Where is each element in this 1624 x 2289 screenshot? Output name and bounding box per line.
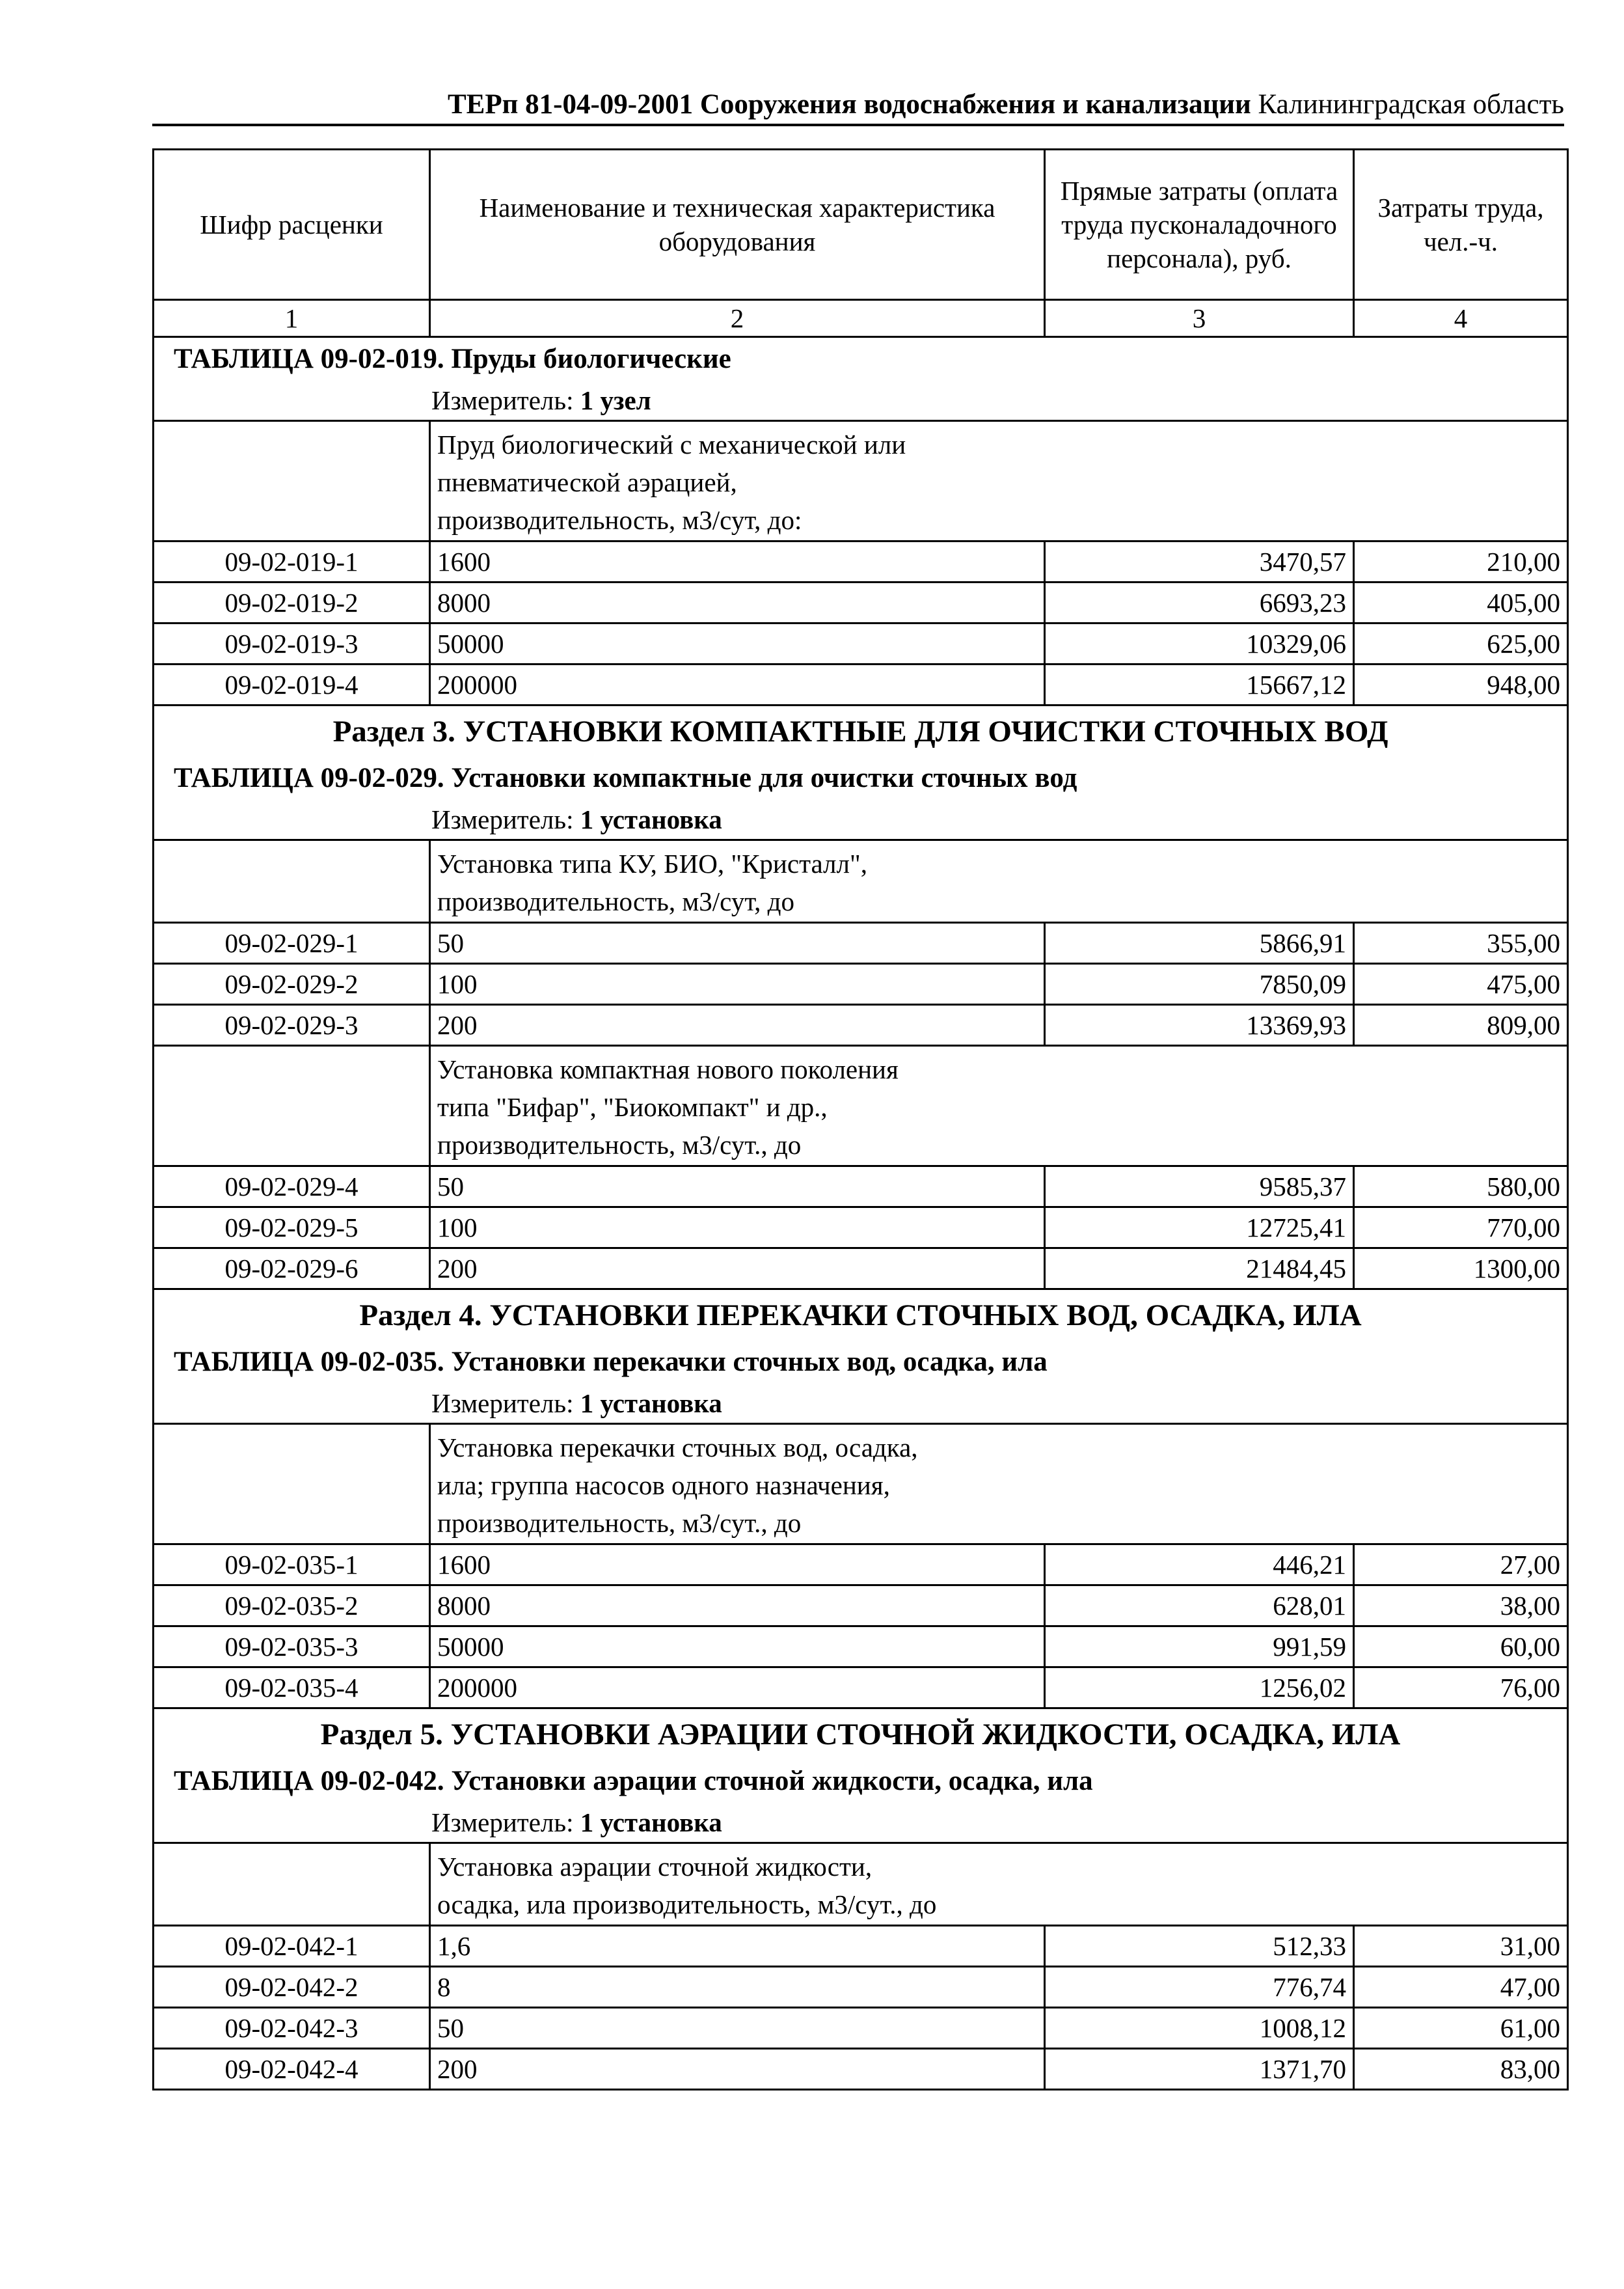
- capacity: 50: [430, 2008, 1045, 2049]
- item-description: [430, 1046, 1568, 1166]
- labor-cost: 47,00: [1354, 1967, 1568, 2008]
- column-number-row: [154, 300, 1568, 337]
- labor-cost: 355,00: [1354, 923, 1568, 964]
- meter-value: 1 установка: [580, 1388, 722, 1418]
- table-row: [154, 1926, 1568, 1967]
- capacity: 200: [430, 1005, 1045, 1046]
- description-line: производительность, м3/сут., до: [437, 1508, 802, 1538]
- meter-value: 1 узел: [580, 385, 651, 415]
- rate-code: 09-02-042-1: [154, 1926, 430, 1967]
- capacity: 100: [430, 1207, 1045, 1248]
- table-row: [154, 2049, 1568, 2090]
- meter-label: Измеритель:: [431, 1807, 574, 1837]
- item-description: [430, 421, 1568, 541]
- direct-cost: 12725,41: [1045, 1207, 1354, 1248]
- table-row: [154, 2008, 1568, 2049]
- description-line: Установка типа КУ, БИО, "Кристалл",: [437, 849, 867, 879]
- empty-cell: [154, 421, 430, 541]
- meter-row: [154, 1384, 1568, 1424]
- capacity: 200: [430, 1248, 1045, 1289]
- direct-cost: 7850,09: [1045, 964, 1354, 1005]
- meter-label: Измеритель:: [431, 385, 574, 415]
- capacity: 100: [430, 964, 1045, 1005]
- column-number: 3: [1045, 300, 1354, 337]
- labor-cost: 61,00: [1354, 2008, 1568, 2049]
- column-header-direct-costs: Прямые затраты (оплата труда пусконаладочного персонала), руб.: [1045, 150, 1354, 300]
- table-row: [154, 1967, 1568, 2008]
- description-row: [154, 1843, 1568, 1926]
- direct-cost: 776,74: [1045, 1967, 1354, 2008]
- empty-cell: [154, 1046, 430, 1166]
- meter: [154, 381, 1568, 421]
- direct-cost: 21484,45: [1045, 1248, 1354, 1289]
- table-row: [154, 624, 1568, 665]
- header-region: Калининградская область: [1258, 89, 1564, 120]
- labor-cost: 475,00: [1354, 964, 1568, 1005]
- table-title-row: [154, 1341, 1568, 1384]
- table-row: [154, 1207, 1568, 1248]
- section-heading-row: [154, 706, 1568, 758]
- table-title-row: [154, 757, 1568, 800]
- rate-code: 09-02-042-2: [154, 1967, 430, 2008]
- column-header-labor: Затраты труда, чел.-ч.: [1354, 150, 1568, 300]
- description-line: Установка перекачки сточных вод, осадка,: [437, 1432, 918, 1462]
- rate-code: 09-02-019-1: [154, 541, 430, 583]
- labor-cost: 809,00: [1354, 1005, 1568, 1046]
- labor-cost: 770,00: [1354, 1207, 1568, 1248]
- table-row: [154, 1005, 1568, 1046]
- direct-cost: 15667,12: [1045, 665, 1354, 706]
- description-line: производительность, м3/сут., до: [437, 1130, 802, 1160]
- rate-code: 09-02-019-2: [154, 583, 430, 624]
- empty-cell: [154, 1424, 430, 1544]
- table-row: [154, 665, 1568, 706]
- rate-code: 09-02-029-4: [154, 1166, 430, 1207]
- description-line: производительность, м3/сут, до:: [437, 505, 802, 535]
- capacity: 50000: [430, 624, 1045, 665]
- direct-cost: 13369,93: [1045, 1005, 1354, 1046]
- meter-value: 1 установка: [580, 804, 722, 834]
- labor-cost: 625,00: [1354, 624, 1568, 665]
- table-title: ТАБЛИЦА 09-02-029. Установки компактные для очистки сточных вод: [154, 757, 1568, 800]
- rate-code: 09-02-029-1: [154, 923, 430, 964]
- meter-label: Измеритель:: [431, 804, 574, 834]
- labor-cost: 76,00: [1354, 1667, 1568, 1708]
- capacity: 1600: [430, 541, 1045, 583]
- meter-value: 1 установка: [580, 1807, 722, 1837]
- rate-code: 09-02-042-4: [154, 2049, 430, 2090]
- description-line: типа "Бифар", "Биокомпакт" и др.,: [437, 1092, 828, 1122]
- capacity: 200: [430, 2049, 1045, 2090]
- description-line: Пруд биологический с механической или: [437, 430, 906, 459]
- column-number: 2: [430, 300, 1045, 337]
- direct-cost: 10329,06: [1045, 624, 1354, 665]
- direct-cost: 1008,12: [1045, 2008, 1354, 2049]
- capacity: 8000: [430, 1585, 1045, 1626]
- item-description: [430, 840, 1568, 923]
- section-heading: Раздел 4. УСТАНОВКИ ПЕРЕКАЧКИ СТОЧНЫХ ВОД, ОСАДКА, ИЛА: [154, 1289, 1568, 1341]
- rate-code: 09-02-029-5: [154, 1207, 430, 1248]
- page-header: [152, 89, 1564, 121]
- section-heading: Раздел 5. УСТАНОВКИ АЭРАЦИИ СТОЧНОЙ ЖИДКОСТИ, ОСАДКА, ИЛА: [154, 1708, 1568, 1761]
- rate-code: 09-02-042-3: [154, 2008, 430, 2049]
- description-line: осадка, ила производительность, м3/сут., до: [437, 1889, 937, 1919]
- table-row: [154, 541, 1568, 583]
- header-code: ТЕРп 81-04-09-2001: [448, 89, 694, 120]
- direct-cost: 9585,37: [1045, 1166, 1354, 1207]
- capacity: 200000: [430, 1667, 1045, 1708]
- empty-cell: [154, 1843, 430, 1926]
- item-description: [430, 1843, 1568, 1926]
- direct-cost: 1256,02: [1045, 1667, 1354, 1708]
- table-row: [154, 964, 1568, 1005]
- section-heading-row: [154, 1289, 1568, 1341]
- capacity: 50: [430, 923, 1045, 964]
- table-row: [154, 1544, 1568, 1585]
- table-row: [154, 1166, 1568, 1207]
- table-row: [154, 583, 1568, 624]
- labor-cost: 38,00: [1354, 1585, 1568, 1626]
- description-row: [154, 1424, 1568, 1544]
- meter: [154, 1803, 1568, 1843]
- table-title-row: [154, 337, 1568, 381]
- table-title: ТАБЛИЦА 09-02-019. Пруды биологические: [154, 337, 1568, 381]
- section-heading-row: [154, 1708, 1568, 1761]
- rate-code: 09-02-035-2: [154, 1585, 430, 1626]
- capacity: 1600: [430, 1544, 1045, 1585]
- column-header-row: [154, 150, 1568, 300]
- labor-cost: 31,00: [1354, 1926, 1568, 1967]
- table-row: [154, 1626, 1568, 1667]
- rate-code: 09-02-029-3: [154, 1005, 430, 1046]
- rate-code: 09-02-019-3: [154, 624, 430, 665]
- capacity: 8000: [430, 583, 1045, 624]
- direct-cost: 628,01: [1045, 1585, 1354, 1626]
- table-title: ТАБЛИЦА 09-02-035. Установки перекачки сточных вод, осадка, ила: [154, 1341, 1568, 1384]
- labor-cost: 1300,00: [1354, 1248, 1568, 1289]
- header-title: Сооружения водоснабжения и канализации: [699, 89, 1251, 120]
- rate-code: 09-02-029-6: [154, 1248, 430, 1289]
- table-row: [154, 1667, 1568, 1708]
- description-line: пневматической аэрацией,: [437, 467, 737, 497]
- column-header-name: Наименование и техническая характеристика оборудования: [430, 150, 1045, 300]
- column-number: 1: [154, 300, 430, 337]
- rate-code: 09-02-035-3: [154, 1626, 430, 1667]
- rate-code: 09-02-035-4: [154, 1667, 430, 1708]
- table-row: [154, 1248, 1568, 1289]
- labor-cost: 210,00: [1354, 541, 1568, 583]
- empty-cell: [154, 840, 430, 923]
- labor-cost: 60,00: [1354, 1626, 1568, 1667]
- capacity: 200000: [430, 665, 1045, 706]
- column-number: 4: [1354, 300, 1568, 337]
- description-line: Установка аэрации сточной жидкости,: [437, 1852, 873, 1882]
- direct-cost: 3470,57: [1045, 541, 1354, 583]
- labor-cost: 83,00: [1354, 2049, 1568, 2090]
- labor-cost: 948,00: [1354, 665, 1568, 706]
- table-row: [154, 1585, 1568, 1626]
- capacity: 1,6: [430, 1926, 1045, 1967]
- labor-cost: 580,00: [1354, 1166, 1568, 1207]
- rate-code: 09-02-019-4: [154, 665, 430, 706]
- direct-cost: 6693,23: [1045, 583, 1354, 624]
- meter-row: [154, 1803, 1568, 1843]
- description-line: производительность, м3/сут, до: [437, 886, 795, 916]
- description-row: [154, 1046, 1568, 1166]
- direct-cost: 512,33: [1045, 1926, 1354, 1967]
- item-description: [430, 1424, 1568, 1544]
- capacity: 50: [430, 1166, 1045, 1207]
- description-row: [154, 840, 1568, 923]
- capacity: 50000: [430, 1626, 1045, 1667]
- price-table: [152, 148, 1569, 2090]
- meter: [154, 800, 1568, 840]
- labor-cost: 27,00: [1354, 1544, 1568, 1585]
- table-title: ТАБЛИЦА 09-02-042. Установки аэрации сточной жидкости, осадка, ила: [154, 1760, 1568, 1803]
- meter-row: [154, 800, 1568, 840]
- meter-label: Измеритель:: [431, 1388, 574, 1418]
- section-heading: Раздел 3. УСТАНОВКИ КОМПАКТНЫЕ ДЛЯ ОЧИСТКИ СТОЧНЫХ ВОД: [154, 706, 1568, 758]
- rate-code: 09-02-035-1: [154, 1544, 430, 1585]
- direct-cost: 446,21: [1045, 1544, 1354, 1585]
- meter-row: [154, 381, 1568, 421]
- table-title-row: [154, 1760, 1568, 1803]
- meter: [154, 1384, 1568, 1424]
- table-row: [154, 923, 1568, 964]
- column-header-code: Шифр расценки: [154, 150, 430, 300]
- direct-cost: 5866,91: [1045, 923, 1354, 964]
- description-line: Установка компактная нового поколения: [437, 1054, 899, 1084]
- labor-cost: 405,00: [1354, 583, 1568, 624]
- header-divider: [152, 124, 1564, 126]
- direct-cost: 1371,70: [1045, 2049, 1354, 2090]
- description-row: [154, 421, 1568, 541]
- direct-cost: 991,59: [1045, 1626, 1354, 1667]
- rate-code: 09-02-029-2: [154, 964, 430, 1005]
- description-line: ила; группа насосов одного назначения,: [437, 1470, 890, 1500]
- capacity: 8: [430, 1967, 1045, 2008]
